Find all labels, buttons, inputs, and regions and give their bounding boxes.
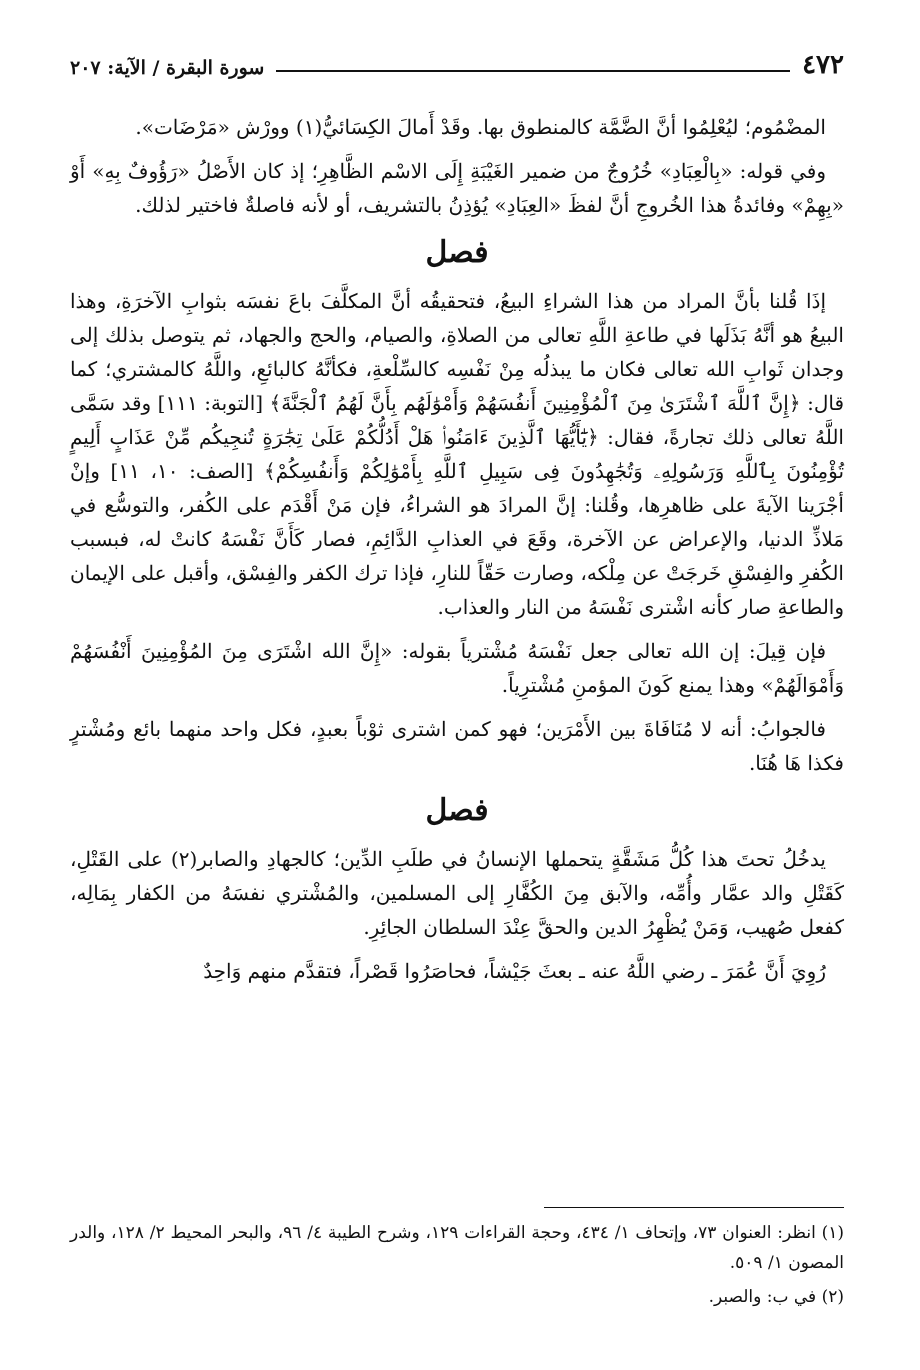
footnote: (١) انظر: العنوان ٧٣، وإتحاف ١/ ٤٣٤، وحجة القراءات ١٢٩، وشرح الطيبة ٤/ ٩٦، والبحر المحيط ٢/ ١٢٨، والدر المصون ١/ ٥٠٩.: [70, 1223, 845, 1273]
footnote-divider: [544, 1207, 844, 1208]
paragraph: فإن قِيلَ: إن الله تعالى جعل نَفْسَهُ مُشْترياً بقوله: «إِنَّ الله اشْتَرَى مِنَ المُؤْمِنِينَ أَنْفُسَهُمْ وَأَمْوَالَهُمْ» وهذا يمنع كَونَ المؤمنِ مُشْترِياً.: [70, 639, 844, 697]
paragraph: فالجوابُ: أنه لا مُنَافَاةَ بين الأَمْرَين؛ فهو كمن اشترى ثوْباً بعبدٍ، فكل واحد منهما بائع ومُشْترٍ فكذا هَا هُنَا.: [70, 717, 844, 775]
paragraph: المضْمُوم؛ ليُعْلِمُوا أنَّ الضَّمَّة كالمنطوق بها. وقَدْ أَمالَ الكِسَائيُّ(١) وورْش «مَرْضَات».: [135, 115, 826, 139]
paragraph: وفي قوله: «بِالْعِبَادِ» خُرُوجٌ من ضمير الغَيْبَةِ إِلَى الاسْم الظَّاهِرِ؛ إذ كان الأَصْلُ «رَؤُوفٌ بِهِ» أَوْ «بِهِمْ» وفائدةُ هذا الخُروجِ أنَّ لفظَ «العِبَادِ» يُؤذِنُ بالتشريف، أو لأنه فاصلةٌ فاختير لذلك.: [70, 159, 844, 217]
section-heading: فصل: [425, 793, 489, 828]
page-number: ٤٧٢: [802, 50, 844, 80]
paragraph: يدخُلُ تحتَ هذا كُلُّ مَشَقَّةٍ يتحملها الإنسانُ في طلَبِ الدِّين؛ كالجهادِ والصابر(٢) على القَتْلِ، كَقَتْلِ والد عمَّار وأُمِّه، والآبق مِنَ الكُفَّارِ إلى المسلمين، والمُشْتري نفسَهُ من الكفار بِمَالِه، كفعل صُهيب، وَمَنْ يُظْهِرُ الدين والحقَّ عِنْدَ السلطان الجائِرِ.: [70, 847, 844, 939]
footnote: (٢) في ب: والصبر.: [708, 1287, 844, 1307]
running-title: سورة البقرة / الآية: ٢٠٧: [70, 57, 265, 79]
running-header: [70, 38, 844, 78]
paragraph: إذَا قُلنا بأنَّ المراد من هذا الشراءِ البيعُ، فتحقيقُه أنَّ المكلَّفَ باعَ نفسَه بثوابِ الآخرَةِ، وهذا البيعُ هو أنَّهُ بَذَلَها في طاعةِ اللَّهِ تعالى من الصلاةِ، والصيام، والحج والجهاد، ثم يتوصل بذلك إلى وجدان ثَوابِ الله تعالى فكان ما يبذلُه مِنْ نَفْسِه كالسِّلْعةِ، فكأنَّهُ كالبائعِ، واللَّهُ كالمشتري؛ كما قال: ﴿إِنَّ ٱللَّهَ ٱشْتَرَىٰ مِنَ ٱلْمُؤْمِنِينَ أَنفُسَهُمْ وَأَمْوَٰلَهُم بِأَنَّ لَهُمُ ٱلْجَنَّةَ﴾ [التوبة: ١١١] وقد سَمَّى اللَّهُ تعالى ذلك تجارةً، فقال: ﴿يَٰٓأَيُّهَا ٱلَّذِينَ ءَامَنُوا۟ هَلْ أَدُلُّكُمْ عَلَىٰ تِجَٰرَةٍ تُنجِيكُم مِّنْ عَذَابٍ أَلِيمٍ تُؤْمِنُونَ بِٱللَّهِ وَرَسُولِهِۦ وَتُجَٰهِدُونَ فِى سَبِيلِ ٱللَّهِ بِأَمْوَٰلِكُمْ وَأَنفُسِكُمْ﴾ [الصف: ١٠، ١١] وإنْ أجْرَينا الآيةَ على ظاهرِها، وقُلنا: إنَّ المرادَ هو الشراءُ، فإن مَنْ أَقْدَم على الكُفر، والتوسُّع في مَلاذِّ الدنيا، والإعراض عن الآخرة، وقَعَ في العذابِ الدَّائِمِ، فصار كَأَنَّ نَفْسَهُ كانتْ له، فبسبب الكُفرِ والفِسْقِ خَرجَتْ عن مِلْكه، وصارت حَقّاً للنارِ، فإذا ترك الكفر والفِسْق، وأقبل على الإيمان والطاعةِ صار كأنه اشْترى نَفْسَهُ من النار والعذاب.: [70, 289, 845, 619]
header-rule: [276, 70, 790, 72]
paragraph: رُوِيَ أَنَّ عُمَرَ ـ رضي اللَّهُ عنه ـ بعثَ جَيْشاً، فحاصَرُوا قَصْراً، فتقدَّم منهم وَاحِدٌ: [203, 959, 826, 983]
main-text: [70, 110, 844, 998]
footnotes: [70, 1218, 844, 1316]
section-heading: فصل: [425, 235, 489, 270]
